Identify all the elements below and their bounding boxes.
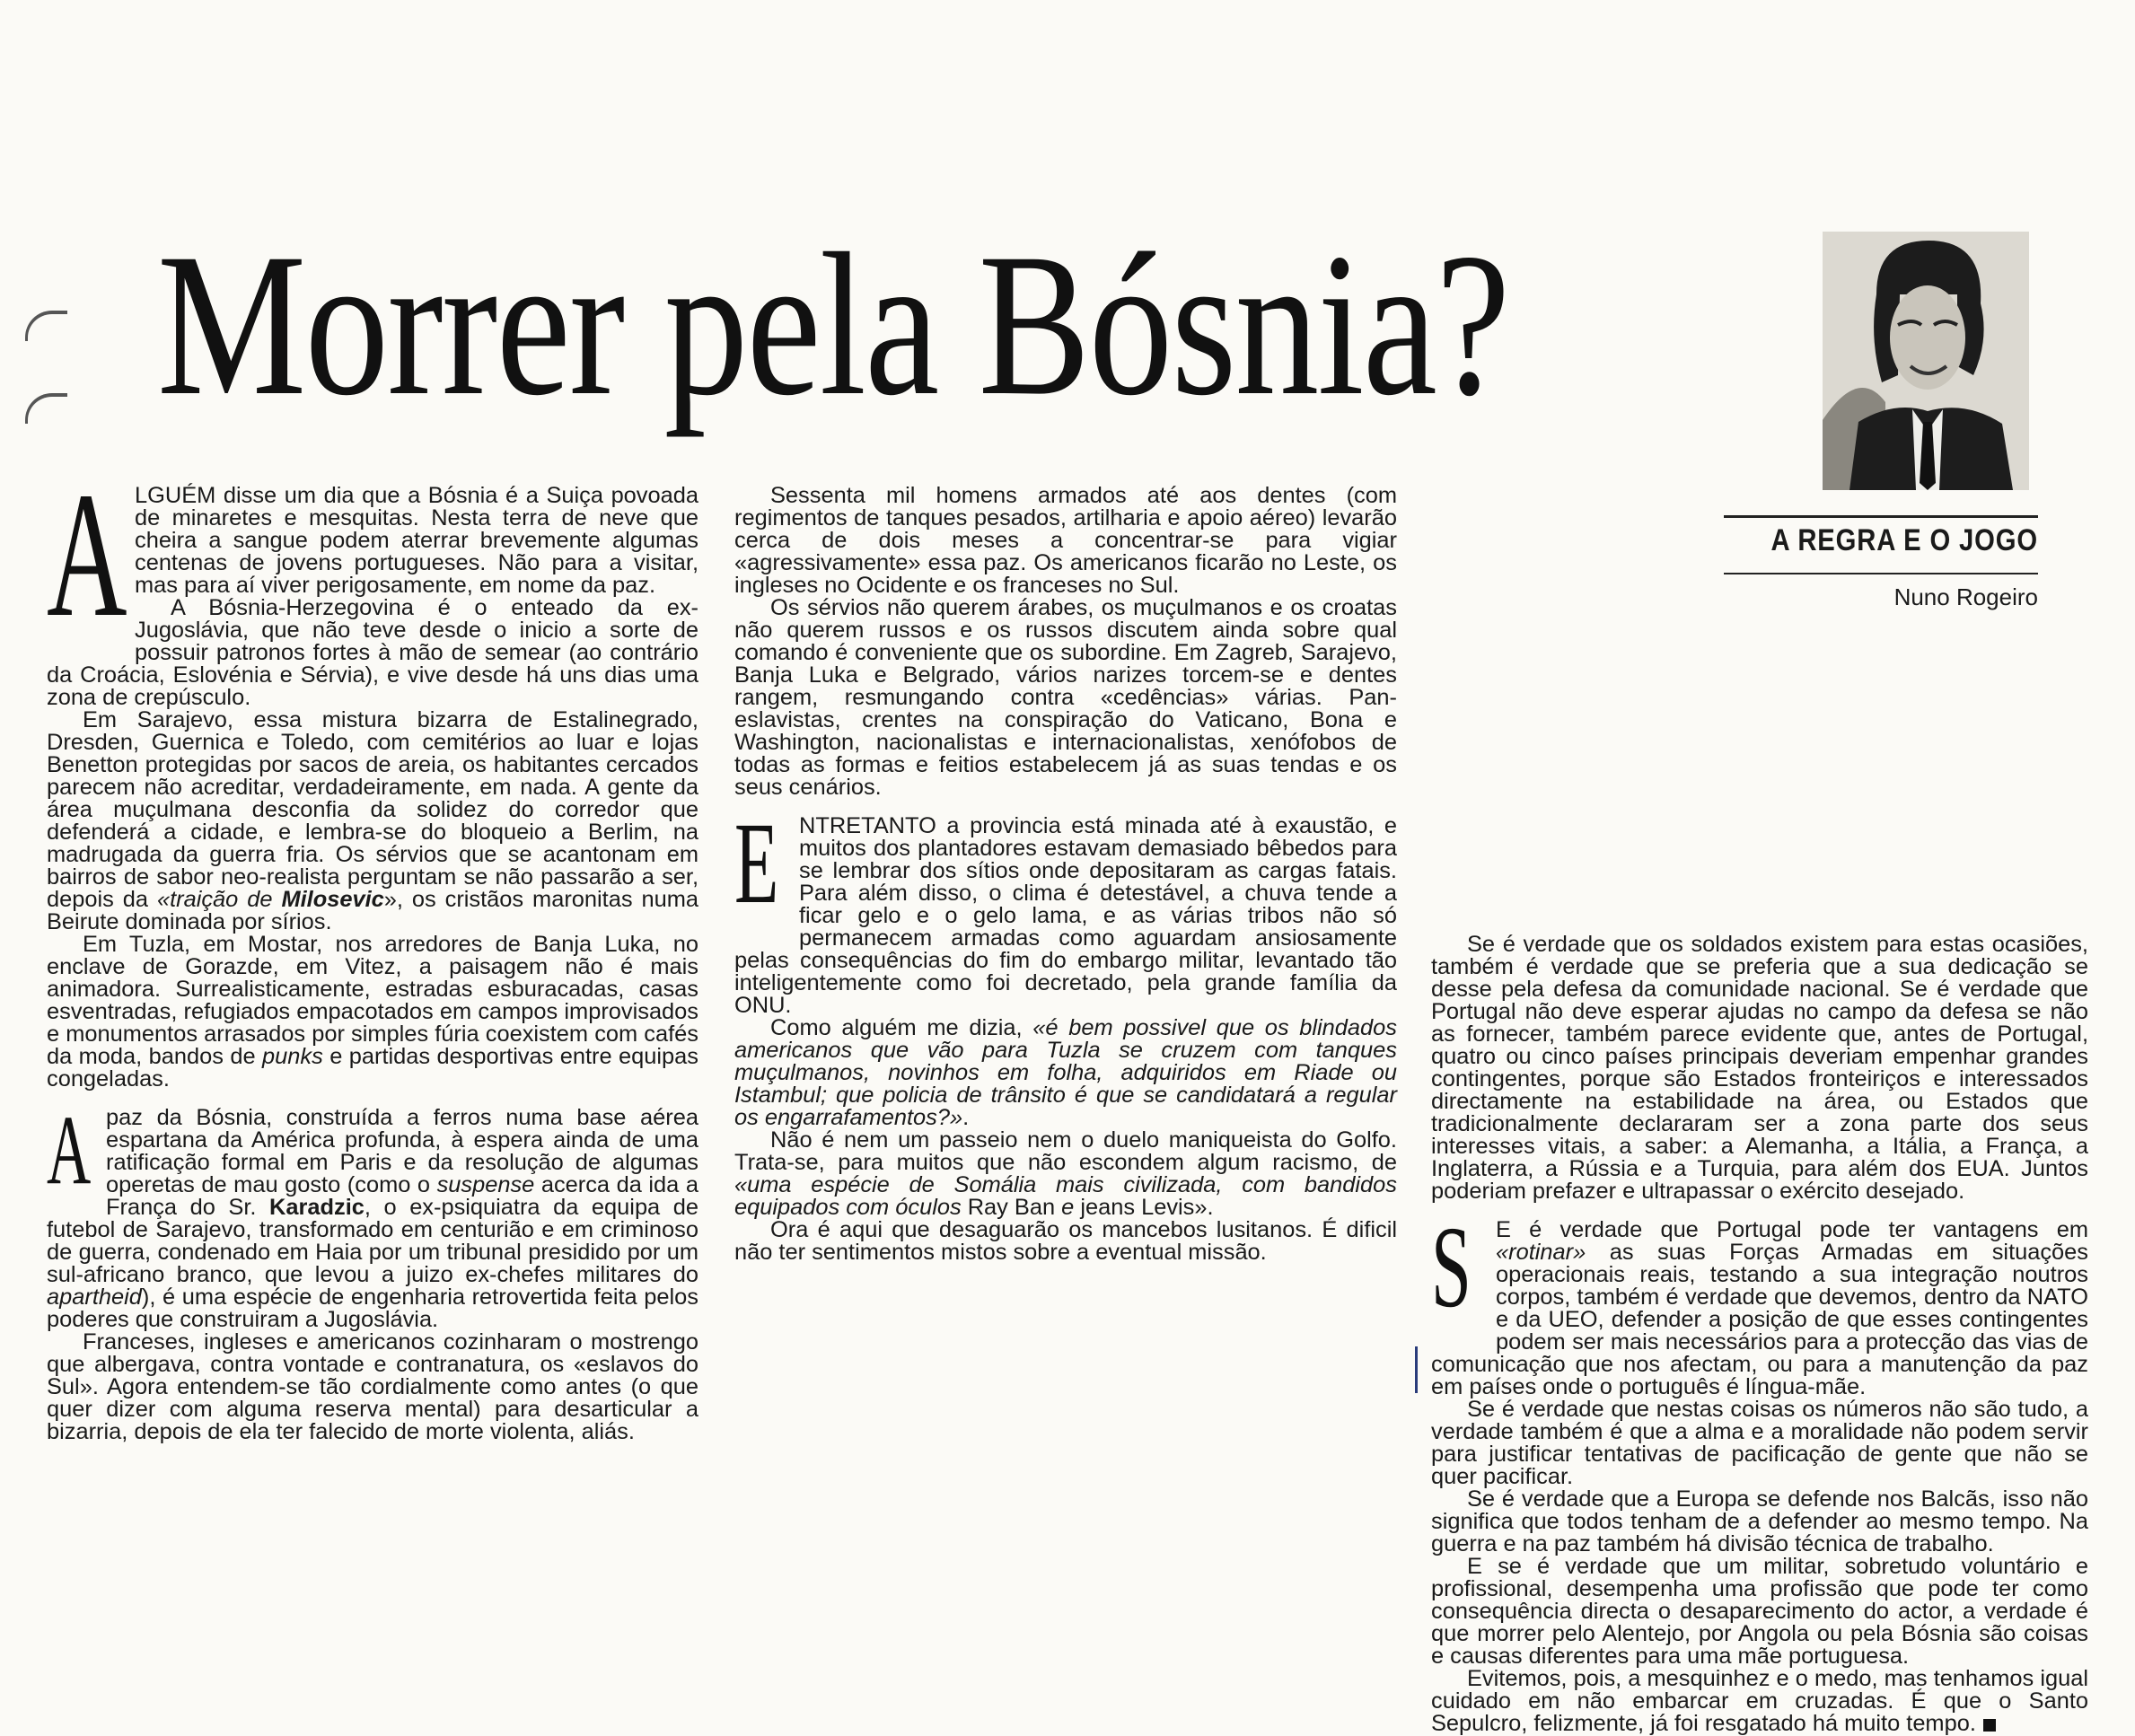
article-paragraph: S E é verdade que Portugal pode ter vantagens em «rotinar» as suas Forças Armadas em situações operacionais reais, testando a sua integração noutros corpos, também é verdade que devemos, dentro da NATO e da UEO, defender a posição de que esses contingentes podem ser mais necessários para a protecção das vias de comunicação que nos afectam, ou para a manutenção da paz em países onde o português é língua-mãe. <box>1431 1203 2088 1399</box>
article-paragraph: Os sérvios não querem árabes, os muçulmanos e os croatas não querem russos e os russos discutem ainda sobre qual comando é conveniente que os subordine. Em Zagreb, Sarajevo, Banja Luka e Belgrado, vários narizes torcem-se e dentes rangem, resmungando contra «cedências» várias. Pan-eslavistas, crentes na conspiração do Vaticano, Bona e Washington, nacionalistas e internacionalistas, xenófobos de todas as formas e feitios estabelecem já as suas tendas e os seus cenários. <box>734 595 1397 800</box>
article-paragraph: Se é verdade que a Europa se defende nos Balcãs, isso não significa que todos tenham de a defender ao mesmo tempo. Na guerra e na paz também há divisão técnica de trabalho. <box>1431 1486 2088 1556</box>
article-paragraph: Sessenta mil homens armados até aos dentes (com regimentos de tanques pesados, artilharia e apoio aéreo) levarão cerca de dois meses a concentrar-se para vigiar «agressivamente» essa paz. Os americanos ficarão no Leste, os ingleses no Ocidente e os franceses no Sul. <box>734 483 1397 598</box>
headline: Morrer pela Bósnia? <box>157 212 1509 438</box>
margin-pen-mark <box>1415 1346 1418 1393</box>
article-paragraph: Como alguém me dizia, «é bem possivel que os blindados americanos que vão para Tuzla se cruzem com tanques muçulmanos, novinhos em folha, adquiridos em Riade ou Istambul; que policia de trânsito é que se candidatará a regular os engarrafamentos?». <box>734 1015 1397 1130</box>
article-column-3 <box>1431 934 2088 1735</box>
article-paragraph: E se é verdade que um militar, sobretudo voluntário e profissional, desempenha uma profissão que pode ter como consequência directa o desaparecimento do actor, a verdade é que morrer pelo Alentejo, por Angola ou pela Bósnia são coisas e causas diferentes para uma mãe portuguesa. <box>1431 1554 2088 1669</box>
article-paragraph: Se é verdade que nestas coisas os números não são tudo, a verdade também é que a alma e a moralidade não podem servir para justificar tentativas de pacificação de gente que não se quer pacificar. <box>1431 1397 2088 1489</box>
article-paragraph: Não é nem um passeio nem o duelo maniqueista do Golfo. Trata-se, para muitos que não escondem algum racismo, de «uma espécie de Somália mais civilizada, com bandidos equipados com óculos Ray Ban e jeans Levis». <box>734 1127 1397 1220</box>
column-header <box>1724 515 2038 611</box>
binder-hole-mark <box>25 393 67 424</box>
article-paragraph: Em Sarajevo, essa mistura bizarra de Estalinegrado, Dresden, Guernica e Toledo, com cemitérios ao luar e lojas Benetton protegidas por sacos de areia, os habitantes cercados parecem não acreditar, verdadeiramente, em nada. A gente da área muçulmana desconfia da solidez do corredor que defenderá a cidade, e lembra-se do bloqueio a Berlim, na madrugada da guerra fria. Os sérvios que se acantonam em bairros de sabor neo-realista perguntam se não passarão a ser, depois da «traição de Milosevic», os cristãos maronitas numa Beirute dominada por sírios. <box>47 707 699 934</box>
column-title: A REGRA E O JOGO <box>1770 523 2038 557</box>
column-rule <box>1724 573 2038 574</box>
article-paragraph: ALGUÉM disse um dia que a Bósnia é a Suiça povoada de minaretes e mesquitas. Nesta terra de neve que cheira a sangue podem aterrar brevemente algumas centenas de jovens portugueses. Não para a visitar, mas para aí viver perigosamente, em nome da paz. <box>47 485 698 597</box>
author-portrait-photo <box>1823 232 2029 490</box>
binder-hole-mark <box>25 311 67 341</box>
drop-cap: E <box>734 799 779 928</box>
article-paragraph: Franceses, ingleses e americanos cozinharam o mostrengo que albergava, contra vontade e contranatura, os «eslavos do Sul». Agora entendem-se tão cordialmente como antes (o que quer dizer com alguma reserva mental) para desarticular a bizarria, depois de ela ter falecido de morte violenta, aliás. <box>47 1329 698 1444</box>
article-paragraph: ENTRETANTO a provincia está minada até à exaustão, e muitos dos plantadores estavam demasiado bêbedos para se lembrar dos sítios onde depositaram as cargas fatais. Para além disso, o clima é detestável, a chuva tende a ficar gelo e o gelo lama, e as várias tribos não só permanecem armadas como aguardam ansiosamente pelas consequências do fim do embargo militar, levantado tão inteligentemente como foi decretado, pela grande família da ONU. <box>734 799 1397 1018</box>
article-paragraph: Apaz da Bósnia, construída a ferros numa base aérea espartana da América profunda, à espera ainda de uma ratificação formal em Paris e da resolução de algumas operetas de mau gosto (como o suspense acerca da ida a França do Sr. Karadzic, o ex-psiquiatra da equipa de futebol de Sarajevo, transformado em centurião e em criminoso de guerra, condenado em Haia por um tribunal presidido por um sul-africano branco, que levou a juizo ex-chefes militares do apartheid), é uma espécie de engenharia retrovertida feita pelos poderes que construiram a Jugoslávia. <box>47 1095 698 1332</box>
article-paragraph: A Bósnia-Herzegovina é o enteado da ex-Jugoslávia, que não teve desde o inicio a sorte de possuir patronos fortes à mão de semear (ao contrário da Croácia, Eslovénia e Sérvia), e vive desde há uns dias uma zona de crepúsculo. <box>47 595 698 710</box>
article-column-2 <box>734 485 1397 1264</box>
column-author: Nuno Rogeiro <box>1893 583 2038 610</box>
article-paragraph: Evitemos, pois, a mesquinhez e o medo, mas tenhamos igual cuidado em não embarcar em cruzadas. É que o Santo Sepulcro, felizmente, já foi resgatado há muito tempo. <box>1431 1666 2088 1736</box>
drop-cap: A <box>47 456 127 654</box>
drop-cap: S <box>1431 1203 1472 1332</box>
article-paragraph: Ora é aqui que desaguarão os mancebos lusitanos. É dificil não ter sentimentos mistos sobre a eventual missão. <box>734 1217 1397 1265</box>
article-paragraph: Em Tuzla, em Mostar, nos arredores de Banja Luka, no enclave de Gorazde, em Vitez, a paisagem não é mais animadora. Surrealisticamente, estradas esburacadas, casas esventradas, refugiados empacotados em campos improvisados e monumentos arrasados por simples fúria coexistem com cafés da moda, bandos de punks e partidas desportivas entre equipas congeladas. <box>47 932 698 1092</box>
article-column-1 <box>47 456 699 1444</box>
drop-cap: A <box>47 1095 92 1205</box>
article-paragraph: Se é verdade que os soldados existem para estas ocasiões, também é verdade que se preferia que a sua dedicação se desse pela defesa da comunidade nacional. Se é verdade que Portugal não deve esperar ajudas no campo da defesa se não as fornecer, também parece evidente que, antes de Portugal, quatro ou cinco países principais deveriam empenhar grandes contingentes, porque são Estados fronteiriços e interessados directamente na estabilidade na área, ou Estados que tradicionalmente declararam ser a zona parte dos seus interesses vitais, a saber: a Alemanha, a Itália, a França, a Inglaterra, a Rússia e a Turquia, para além dos EUA. Juntos poderiam prefazer e ultrapassar o exército desejado. <box>1431 932 2088 1204</box>
end-mark-icon <box>1983 1719 1996 1732</box>
